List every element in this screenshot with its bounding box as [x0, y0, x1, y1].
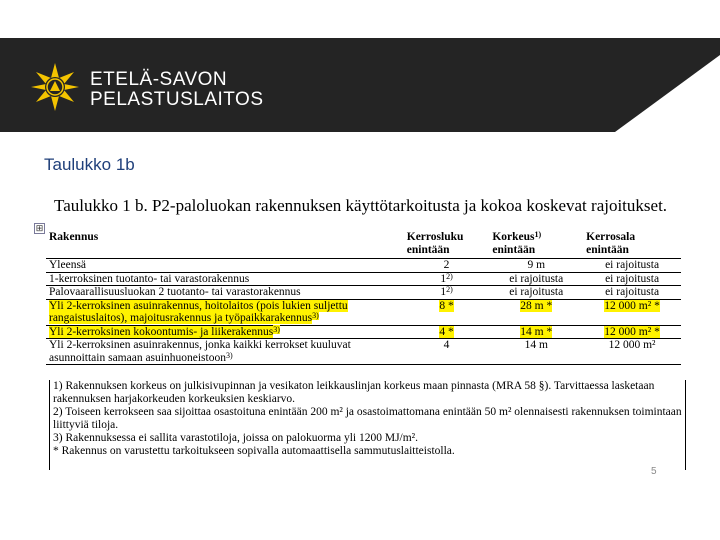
row-kerrosala: ei rajoitusta [583, 272, 681, 286]
row-kerrosluku: 4 [404, 339, 490, 365]
table-caption: Taulukko 1 b. P2-paloluokan rakennuksen käyttötarkoitusta ja kokoa koskevat rajoitukset. [54, 196, 668, 215]
header-korkeus-label: Korkeus [492, 231, 535, 243]
row-kerrosluku [404, 325, 490, 339]
row-name: 1-kerroksinen tuotanto- tai varastorakennus [46, 272, 404, 286]
table-row [46, 259, 681, 273]
header-kerrosluku: Kerrosluku enintään [404, 229, 490, 259]
row-kerrosluku [404, 299, 490, 325]
table-footnotes [49, 380, 686, 470]
organization-name-line2: PELASTUSLAITOS [90, 89, 264, 110]
table-header-row [46, 229, 681, 259]
row-kerrosala-value: 12 000 m² * [604, 325, 660, 338]
table-row [46, 272, 681, 286]
row-korkeus [489, 325, 583, 339]
row-name-text: Yli 2-kerroksinen kokoontumis- ja liikerakennus [49, 325, 274, 338]
row-kerrosala [583, 325, 681, 339]
row-kerrosluku-value: 1 [440, 286, 447, 298]
row-kerrosluku: 2 [404, 259, 490, 273]
row-kerrosluku-value: 4 * [439, 325, 454, 338]
row-name: Palovaarallisuusluokan 2 tuotanto- tai varastorakennus [46, 286, 404, 300]
row-name [46, 325, 404, 339]
row-kerrosluku-value: 8 * [439, 299, 454, 312]
table-row-highlighted [46, 325, 681, 339]
row-korkeus-value: 28 m * [520, 299, 553, 312]
restrictions-table [46, 229, 681, 365]
footnote-sprinkler: * Rakennus on varustettu tarkoitukseen sopivalla automaattisella sammutuslaitteistolla. [53, 445, 455, 457]
table-row-highlighted [46, 299, 681, 325]
row-korkeus: 9 m [489, 259, 583, 273]
row-kerrosala: 12 000 m² [583, 339, 681, 365]
table-row [46, 286, 681, 300]
row-name: Yleensä [46, 259, 404, 273]
row-name-footnote: 3) [273, 324, 280, 334]
row-kerrosluku-footnote: 2) [446, 285, 453, 294]
organization-name-line1: ETELÄ-SAVON [90, 69, 228, 90]
header-korkeus [489, 229, 583, 259]
page-number: 5 [651, 466, 657, 477]
header-korkeus-footnote: 1) [534, 230, 542, 239]
row-korkeus-value: 14 m * [520, 325, 553, 338]
table-row [46, 339, 681, 365]
footnote-1: 1) Rakennuksen korkeus on julkisivupinnan ja vesikaton leikkauslinjan korkeus maan pinnasta (MRA 58 §). Tarvittaessa lasketaan rakennuksen harjakorkeuden korkeuksien keskiarvo. [53, 380, 655, 405]
row-name [46, 299, 404, 325]
row-name-footnote: 3) [225, 350, 233, 360]
expand-icon[interactable]: ⊞ [35, 223, 44, 233]
slide-subtitle: Taulukko 1b [44, 155, 135, 174]
header-rakennus: Rakennus [46, 229, 404, 259]
row-kerrosluku-value: 1 [440, 272, 447, 285]
header-kerrosala: Kerrosala enintään [583, 229, 681, 259]
row-kerrosala: ei rajoitusta [583, 286, 681, 300]
row-korkeus: ei rajoitusta [489, 286, 583, 300]
footnote-2: 2) Toiseen kerrokseen saa sijoittaa osastoituna enintään 200 m² ja osastoimattomana enintään 50 m² olennaisesti rakennuksen toimintaan liittyviä tiloja. [53, 406, 682, 431]
footnote-3: 3) Rakennuksessa ei sallita varastotiloja, joissa on palokuorma yli 1200 MJ/m². [53, 432, 419, 444]
row-kerrosala [583, 299, 681, 325]
row-name-text: Yli 2-kerroksinen asuinrakennus, jonka kaikki kerrokset kuuluvat asunnoittain samaan asuinhuoneistoon [49, 339, 351, 364]
row-name [46, 339, 404, 365]
row-kerrosluku [404, 272, 490, 286]
rescue-star-logo-icon [30, 62, 80, 112]
organization-name [90, 70, 264, 110]
row-korkeus: ei rajoitusta [489, 272, 583, 286]
row-korkeus [489, 299, 583, 325]
header-korkeus-sub: enintään [492, 243, 536, 256]
row-kerrosala: ei rajoitusta [583, 259, 681, 273]
row-name-footnote: 3) [312, 311, 319, 320]
row-kerrosala-value: 12 000 m² * [604, 299, 660, 312]
row-kerrosluku-footnote: 2) [446, 271, 453, 281]
row-name-text: Yli 2-kerroksinen asuinrakennus, hoitolaitos (pois lukien suljettu rangaistuslaitos), majoitusrakennus ja työpaikkarakennus [49, 299, 348, 324]
row-korkeus: 14 m [489, 339, 583, 365]
row-kerrosluku [404, 286, 490, 300]
